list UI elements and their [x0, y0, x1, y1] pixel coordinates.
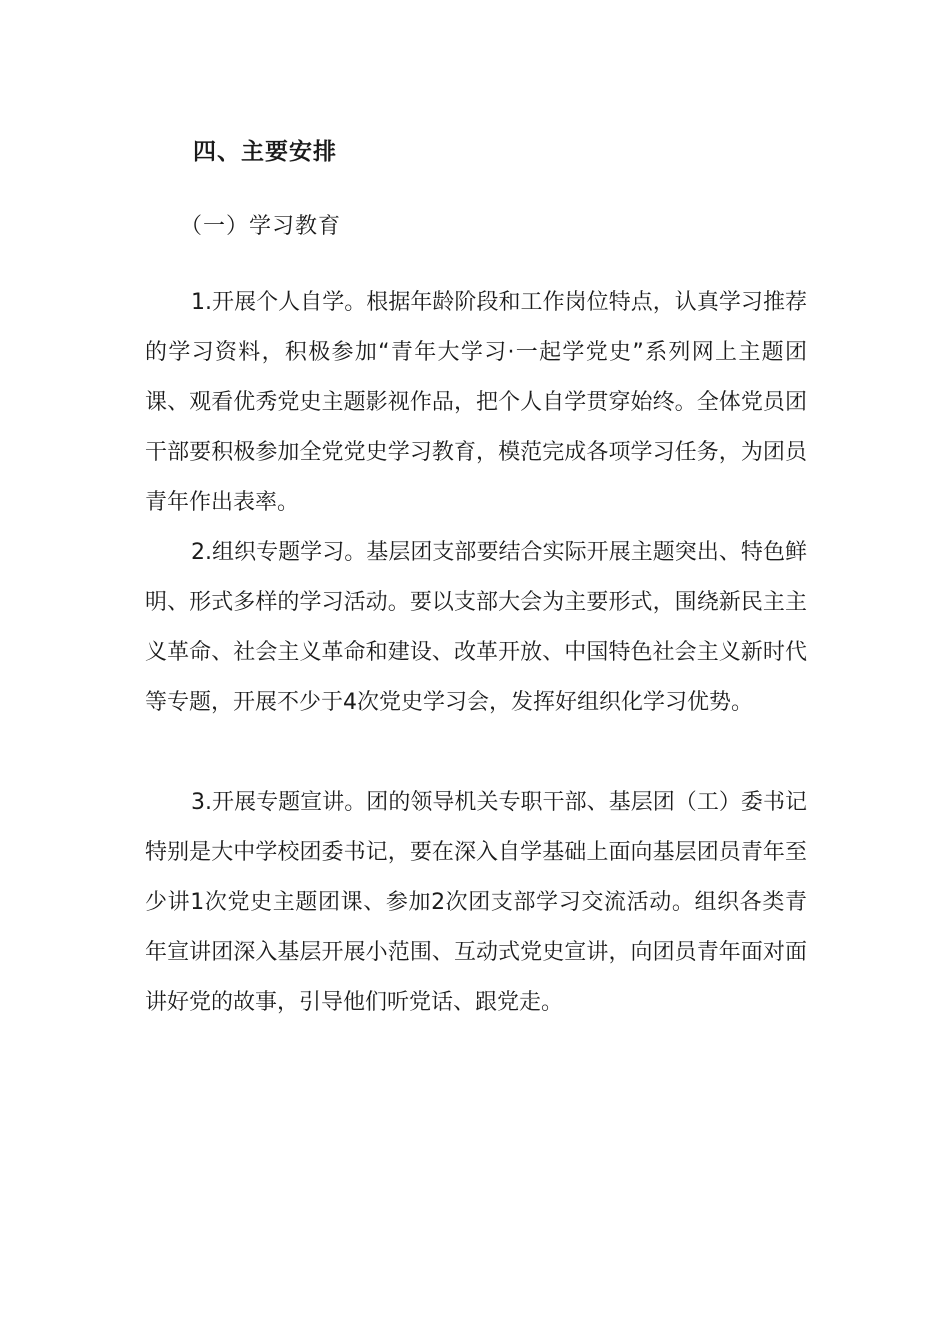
section-heading: 四、主要安排 — [193, 139, 337, 165]
subsection-heading: （一）学习教育 — [180, 214, 342, 239]
paragraph-topic-study: 2.组织专题学习。基层团支部要结合实际开展主题突出、特色鲜明、形式多样的学习活动。要以支部大会为主要形式，围绕新民主主义革命、社会主义革命和建设、改革开放、中国特色社会主义新时代等专题，开展不少于4次党史学习会，发挥好组织化学习优势。 — [145, 540, 807, 715]
paragraph-topic-lecture: 3.开展专题宣讲。团的领导机关专职干部、基层团（工）委书记特别是大中学校团委书记，要在深入自学基础上面向基层团员青年至少讲1次党史主题团课、参加2次团支部学习交流活动。组织各类青年宣讲团深入基层开展小范围、互动式党史宣讲，向团员青年面对面讲好党的故事，引导他们听党话、跟党走。 — [145, 790, 807, 1015]
paragraph-self-study: 1.开展个人自学。根据年龄阶段和工作岗位特点，认真学习推荐的学习资料，积极参加“青年大学习·一起学党史”系列网上主题团课、观看优秀党史主题影视作品，把个人自学贯穿始终。全体党员团干部要积极参加全党党史学习教育，模范完成各项学习任务，为团员青年作出表率。 — [145, 290, 807, 515]
